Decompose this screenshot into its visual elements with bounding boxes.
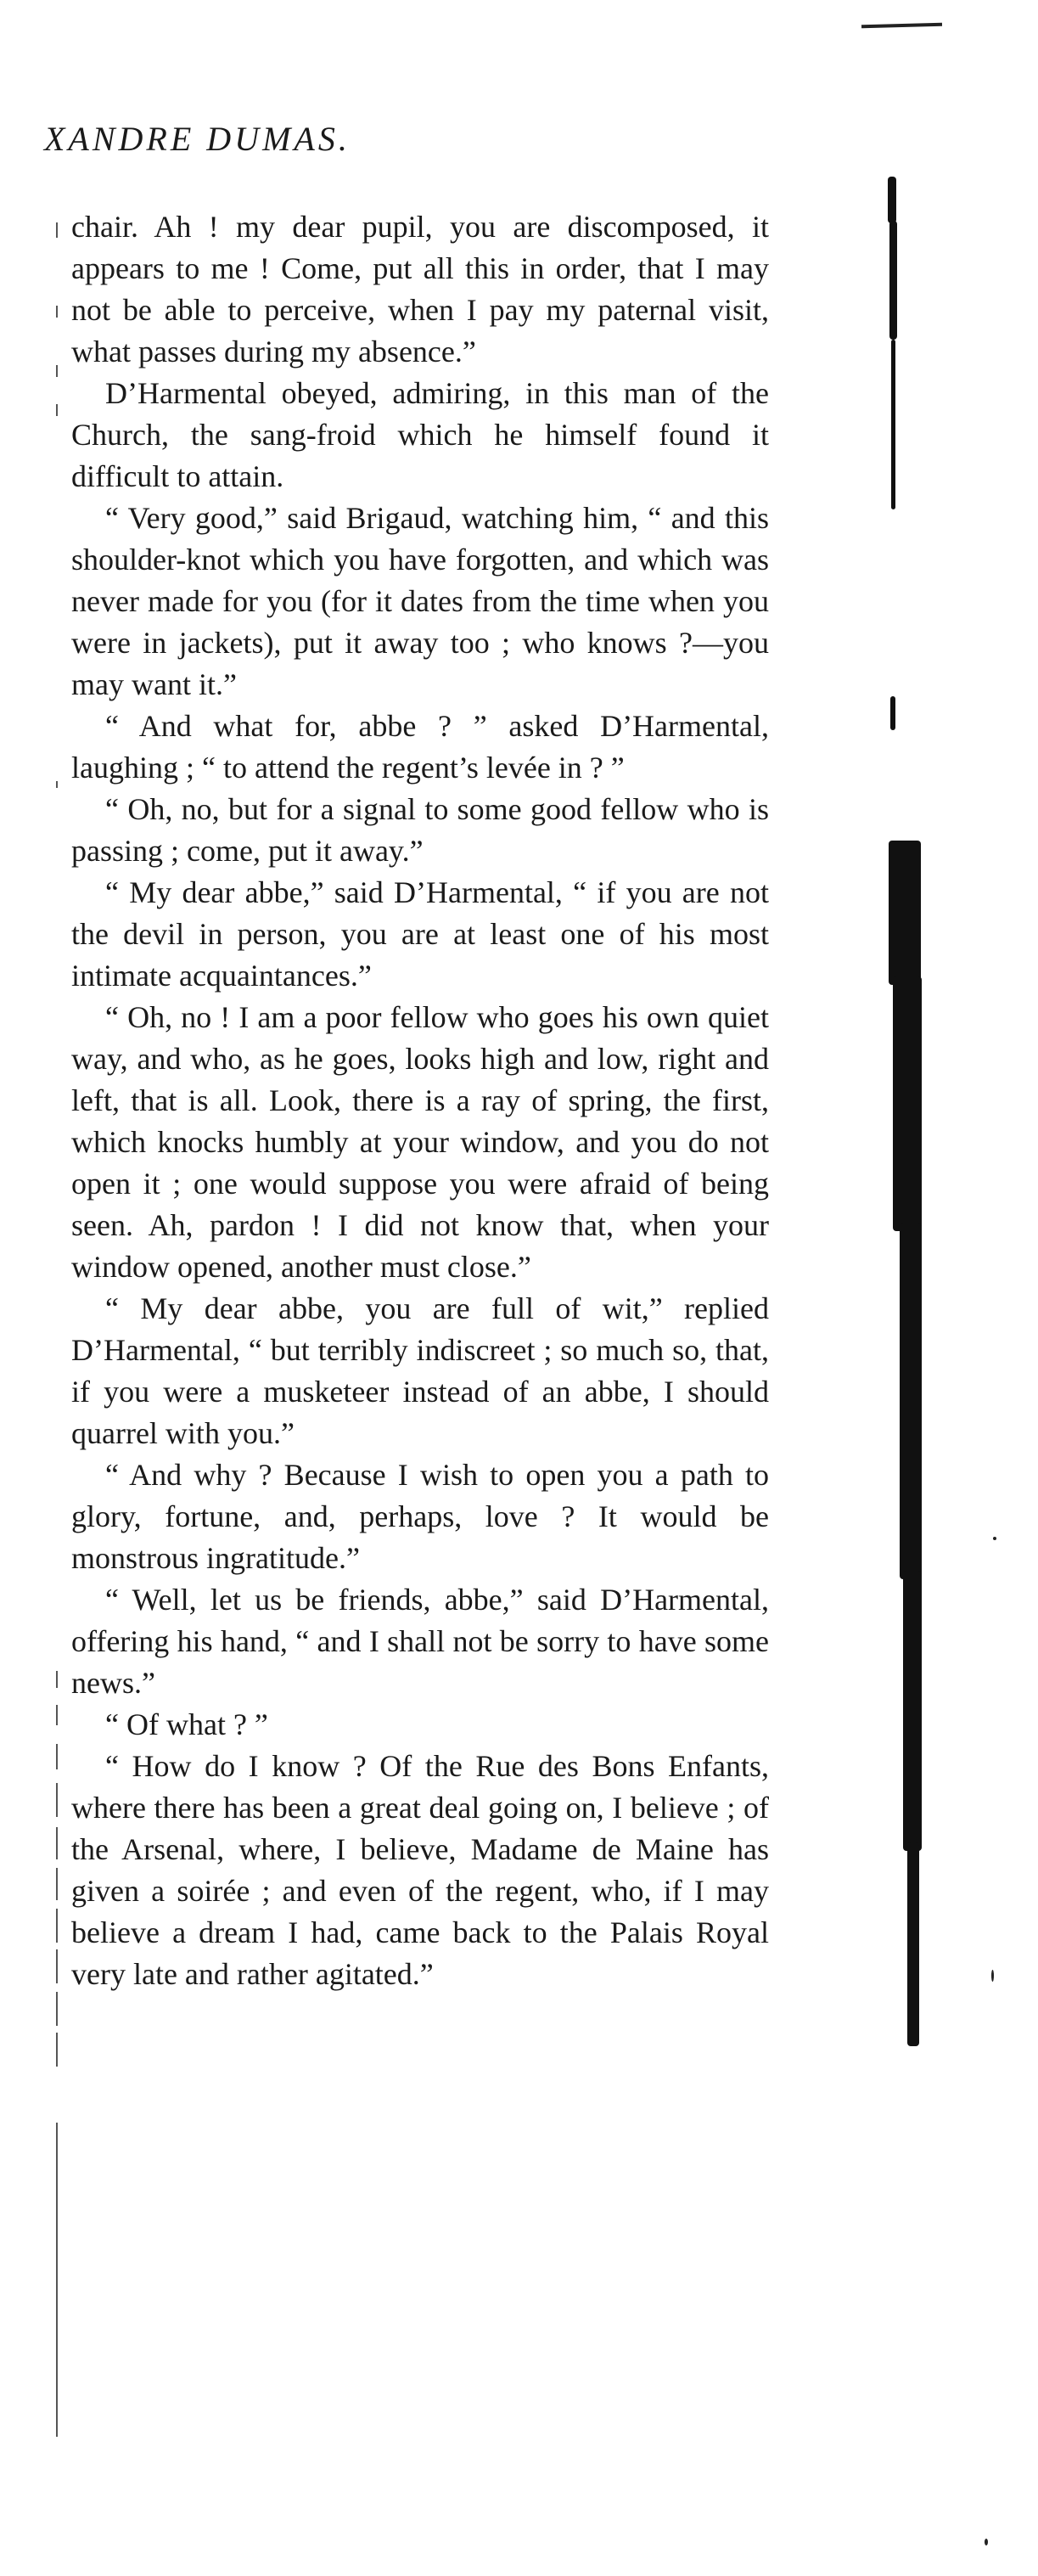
scan-speck [991,1970,994,1982]
binding-mark [56,2033,58,2067]
scan-speck [993,1537,996,1540]
paragraph: D’Harmental obeyed, admiring, in this man of the Church, the sang-froid which he himself found it difficult to attain. [71,376,769,493]
binding-mark [56,1992,58,2026]
paragraph: “ How do I know ? Of the Rue des Bons Enfants, where there has been a great deal going on, I believe ; of the Arsenal, where, I believe, Madame de Maine has given a soirée ; and even of the regent, who, if I may believe a dream I had, came back to the Palais Royal very late and rather agitated.” [71,1749,769,1991]
binding-mark [56,2123,58,2437]
binding-mark [56,1705,58,1725]
paragraph: “ Well, let us be friends, abbe,” said D’Harmental, offering his hand, “ and I shall not be sorry to have some news.” [71,1583,769,1700]
binding-mark [56,1783,58,1817]
scan-streak [890,696,895,730]
body-text [71,206,769,1995]
scan-streak [903,1571,922,1851]
paragraph: “ My dear abbe,” said D’Harmental, “ if you are not the devil in person, you are at least one of his most intimate acquaintances.” [71,875,769,993]
paragraph: “ And what for, abbe ? ” asked D’Harmental, laughing ; “ to attend the regent’s levée in ? ” [71,709,769,785]
top-edge-mark [861,23,942,28]
paragraph: “ Oh, no ! I am a poor fellow who goes his own quiet way, and who, as he goes, looks high and low, right and left, that is all. Look, there is a ray of spring, the first, which knocks humbly at your window, and you do not open it ; one would suppose you were afraid of being seen. Ah, pardon ! I did not know that, when your window opened, another must close.” [71,1000,769,1284]
scan-streak [888,177,896,223]
binding-mark [56,306,58,318]
paragraph: “ My dear abbe, you are full of wit,” replied D’Harmental, “ but terribly indiscreet ; so much so, that, if you were a musketeer instead of an abbe, I should quarrel with you.” [71,1291,769,1450]
paragraph: “ Oh, no, but for a signal to some good fellow who is passing ; come, put it away.” [71,792,769,868]
paragraph: “ Very good,” said Brigaud, watching him, “ and this shoulder-knot which you have forgotten, and which was never made for you (for it dates from the time when you were in jackets), put it away too ; who knows ?—you may want it.” [71,501,769,701]
binding-mark [56,1671,58,1688]
scan-streak [900,1223,922,1579]
running-head: XANDRE DUMAS. [44,120,351,158]
scan-streak [889,221,897,340]
paragraph: chair. Ah ! my dear pupil, you are discomposed, it appears to me ! Come, put all this in order, that I may not be able to perceive, when I pay my paternal visit, what passes during my absence.” [71,210,769,368]
scan-speck [985,2539,988,2545]
paragraph: “ Of what ? ” [105,1707,268,1741]
binding-mark [56,1744,58,1769]
scan-streak [907,1842,919,2046]
binding-mark [56,1827,58,1859]
binding-mark [56,1868,58,1900]
binding-mark [56,404,58,416]
paragraph: “ And why ? Because I wish to open you a path to glory, fortune, and, perhaps, love ? It would be monstrous ingratitude.” [71,1458,769,1575]
binding-mark [56,1949,58,1983]
binding-mark [56,222,58,238]
scan-streak [893,976,922,1231]
scan-streak [891,340,895,509]
scan-streak [889,841,921,985]
binding-mark [56,781,58,788]
binding-mark [56,365,58,377]
binding-mark [56,1909,58,1943]
